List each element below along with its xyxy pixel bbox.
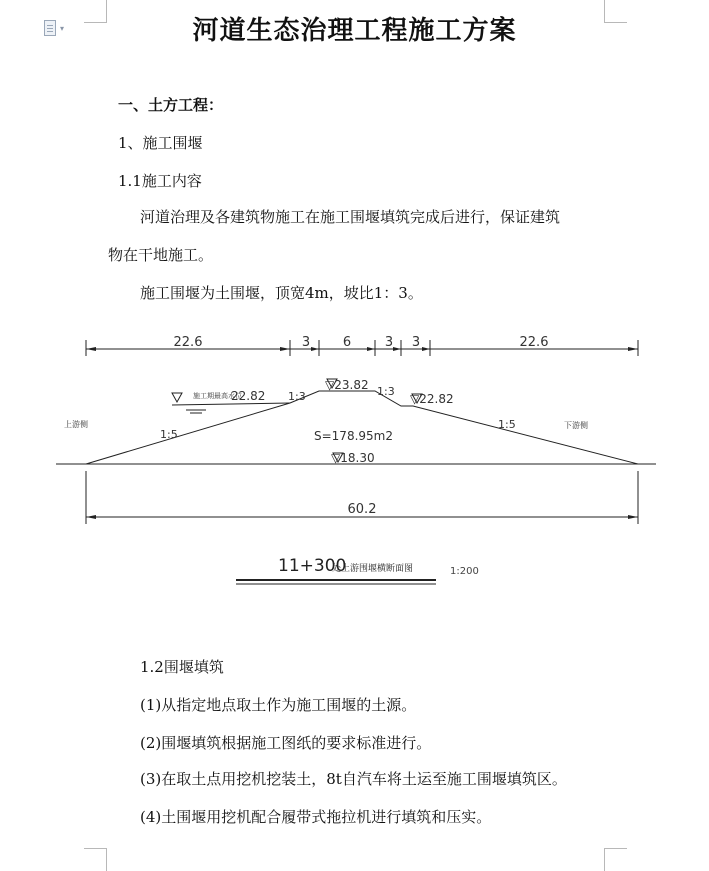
right-slope-lower-ratio: 1:5 [498, 418, 516, 431]
list-item: (3)在取土点用挖机挖装土，8t自汽车将土运至施工围堰填筑区。 [140, 770, 567, 788]
base-level: ▽18.30 [331, 451, 375, 465]
paragraph-line-2: 物在干地施工。 [108, 246, 214, 264]
dim-left-berm: 22.6 [173, 335, 203, 350]
page-corner-mark-bottom-left [84, 848, 107, 871]
water-level-label: 施工期最高水位 [193, 392, 242, 400]
caption-title: 处上游围堰横断面图 [332, 564, 414, 574]
left-slope-lower-ratio: 1:5 [160, 428, 178, 441]
paragraph-cofferdam-spec: 施工围堰为土围堰，顶宽4m，坡比1：3。 [140, 284, 423, 302]
section-area: S=178.95m2 [314, 429, 393, 443]
caption-station: 11+300 [278, 556, 347, 576]
downstream-side-label: 下游侧 [564, 421, 588, 430]
list-item: (2)围堰填筑根据施工图纸的要求标准进行。 [140, 734, 432, 752]
crest-level: ▽23.82 [325, 378, 369, 392]
page-title: 河道生态治理工程施工方案 [192, 16, 517, 46]
dim-left-slope: 3 [301, 335, 311, 350]
chevron-down-icon: ▾ [60, 24, 65, 33]
left-slope-upper-ratio: 1:3 [288, 390, 306, 403]
dim-right-slope: 3 [384, 335, 394, 350]
right-level: ▽22.82 [410, 392, 454, 406]
heading-earthwork: 一、土方工程： [118, 96, 224, 114]
cofferdam-cross-section-drawing [0, 320, 709, 590]
right-slope-upper-ratio: 1:3 [377, 385, 395, 398]
caption-scale: 1:200 [450, 566, 479, 577]
list-item: (1)从指定地点取土作为施工围堰的土源。 [140, 696, 417, 714]
dim-right-step: 3 [411, 335, 421, 350]
dim-right-berm: 22.6 [519, 335, 549, 350]
list-item: (4)土围堰用挖机配合履带式拖拉机进行填筑和压实。 [140, 808, 492, 826]
water-level-value: 22.82 [231, 389, 266, 403]
dim-crest: 6 [342, 335, 352, 350]
section-cofferdam: 1、施工围堰 [118, 134, 203, 152]
page-corner-mark-bottom-right [604, 848, 627, 871]
section-cofferdam-filling: 1.2围堰填筑 [140, 658, 224, 676]
paragraph-line-1: 河道治理及各建筑物施工在施工围堰填筑完成后进行，保证建筑 [140, 208, 561, 226]
dim-total-width: 60.2 [347, 502, 377, 517]
upstream-side-label: 上游侧 [64, 420, 88, 429]
section-construction-content: 1.1施工内容 [118, 172, 202, 190]
